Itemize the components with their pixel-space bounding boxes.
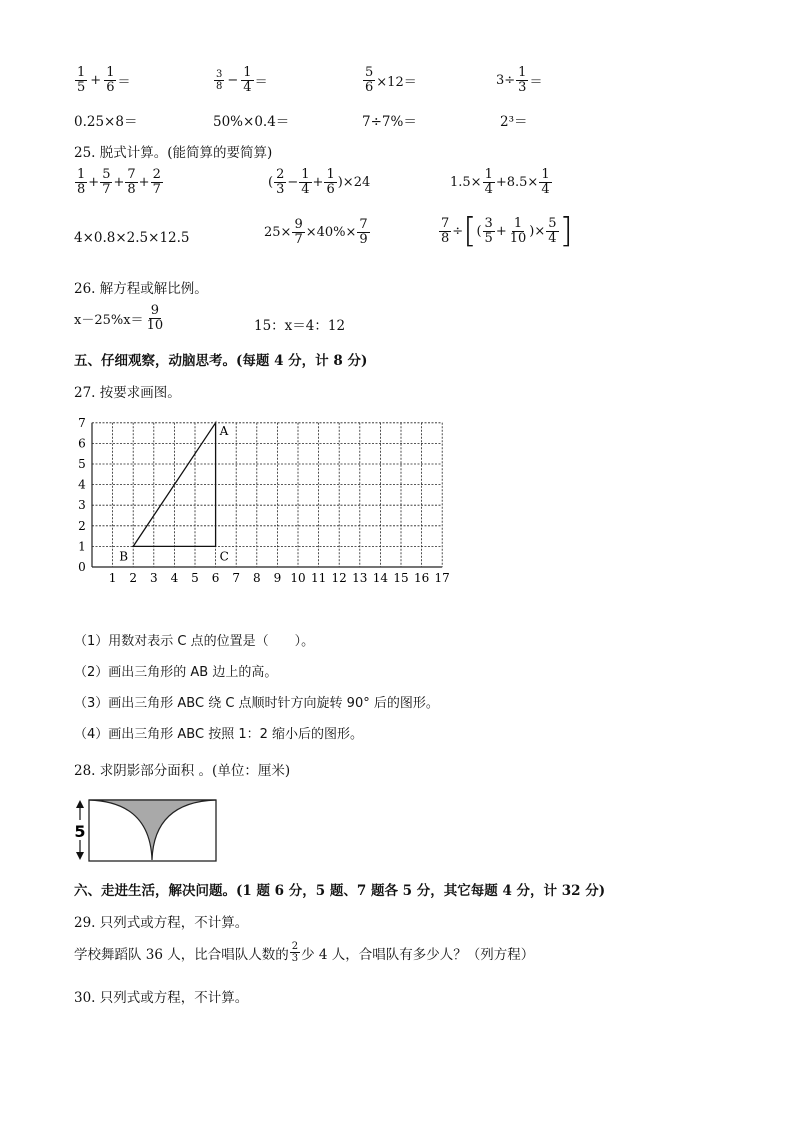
q28-dimension-label: 5 [74,822,86,841]
q25-expr-2: ( $\frac{2}{3}$ − $\frac{1}{4}$ + $\frac{1}{6}$ )×24 [268,167,371,197]
y-tick-label: 3 [78,498,86,513]
q27-grid [70,410,460,585]
q25-title: 25. 脱式计算。(能简算的要简算) [74,145,273,161]
q28-figure [70,796,220,866]
q25-expr-4: 4×0.8×2.5×12.5 [74,230,190,246]
x-tick-label: 3 [149,571,158,585]
x-tick-label: 6 [211,571,220,585]
q25-expr-6: $\frac{7}{8}$ ÷ [ ( $\frac{3}{5}$ + $\frac{1}{10}$ )× $\frac{5}{4}$ ] [441,211,573,251]
oral-expr-6: 50%×0.4＝ [213,114,290,130]
x-tick-label: 7 [232,571,241,585]
y-tick-label: 0 [78,560,86,574]
x-tick-label: 4 [170,571,179,585]
q30-title: 30. 只列式或方程，不计算。 [74,990,249,1006]
q26-title: 26. 解方程或解比例。 [74,281,208,297]
x-tick-label: 15 [393,571,409,585]
section-5-heading: 五、仔细观察，动脑思考。(每题 4 分，计 8 分) [74,353,368,369]
q29-text: 学校舞蹈队 36 人，比合唱队人数的 $\frac{2}{3}$ 少 4 人，合唱队有多少人？（列方程） [74,941,535,964]
q26-eq-2: 15：x＝4：12 [254,318,346,334]
oral-expr-1: $\frac{1}{5}$ + $\frac{1}{6}$ ＝ [77,65,131,95]
grid-lines [92,423,442,567]
q27-sub-4: （4）画出三角形 ABC 按照 1：2 缩小后的图形。 [74,727,364,742]
oral-expr-8: 2³＝ [500,114,528,130]
x-tick-label: 14 [372,571,389,585]
y-tick-label: 1 [78,539,86,554]
x-tick-label: 8 [252,571,261,585]
x-tick-label: 11 [310,571,327,585]
y-tick-label: 6 [78,436,86,451]
x-tick-label: 17 [434,571,450,585]
y-tick-label: 7 [78,415,86,430]
q25-expr-1: $\frac{1}{8}$ + $\frac{5}{7}$ + $\frac{7}{8}$ + $\frac{2}{7}$ [77,167,161,197]
x-tick-label: 12 [331,571,347,585]
x-tick-label: 2 [129,571,138,585]
oral-expr-2: $\frac{3}{8}$ − $\frac{1}{4}$ ＝ [216,65,268,95]
axis-tick-labels [78,416,450,585]
vertex-label-a: A [219,423,229,438]
section-6-heading: 六、走进生活，解决问题。(1 题 6 分，5 题、7 题各 5 分，其它每题 4 分，计 32 分) [74,883,606,899]
q28-title: 28. 求阴影部分面积 。(单位：厘米) [74,763,291,779]
oral-expr-5: 0.25×8＝ [74,114,138,130]
vertex-label-b: B [119,549,129,564]
x-tick-label: 5 [191,571,199,585]
q25-expr-3: 1.5× $\frac{1}{4}$ +8.5× $\frac{1}{4}$ [450,167,550,197]
q27-sub-3: （3）画出三角形 ABC 绕 C 点顺时针方向旋转 90° 后的图形。 [74,696,439,711]
x-tick-label: 13 [352,571,368,585]
x-tick-label: 16 [413,571,430,585]
q29-title: 29. 只列式或方程，不计算。 [74,915,249,931]
x-tick-label: 9 [273,571,282,585]
q27-sub-1: （1）用数对表示 C 点的位置是（ ）。 [74,634,315,649]
q25-expr-5: 25× $\frac{9}{7}$ ×40%× $\frac{7}{9}$ [264,217,368,247]
oral-expr-7: 7÷7%＝ [362,114,417,130]
y-tick-label: 4 [78,477,86,492]
oral-expr-3: $\frac{5}{6}$ ×12＝ [365,65,417,95]
q27-title: 27. 按要求画图。 [74,385,181,401]
x-tick-label: 10 [290,571,306,585]
y-tick-label: 5 [78,457,86,471]
q26-eq-1: x－25%x＝ $\frac{9}{10}$ [74,303,164,333]
x-tick-label: 1 [108,571,117,585]
y-tick-label: 2 [78,518,86,533]
vertex-label-c: C [219,549,229,564]
q27-sub-2: （2）画出三角形的 AB 边上的高。 [74,665,278,680]
oral-expr-4: 3÷ $\frac{1}{3}$ ＝ [496,65,543,95]
